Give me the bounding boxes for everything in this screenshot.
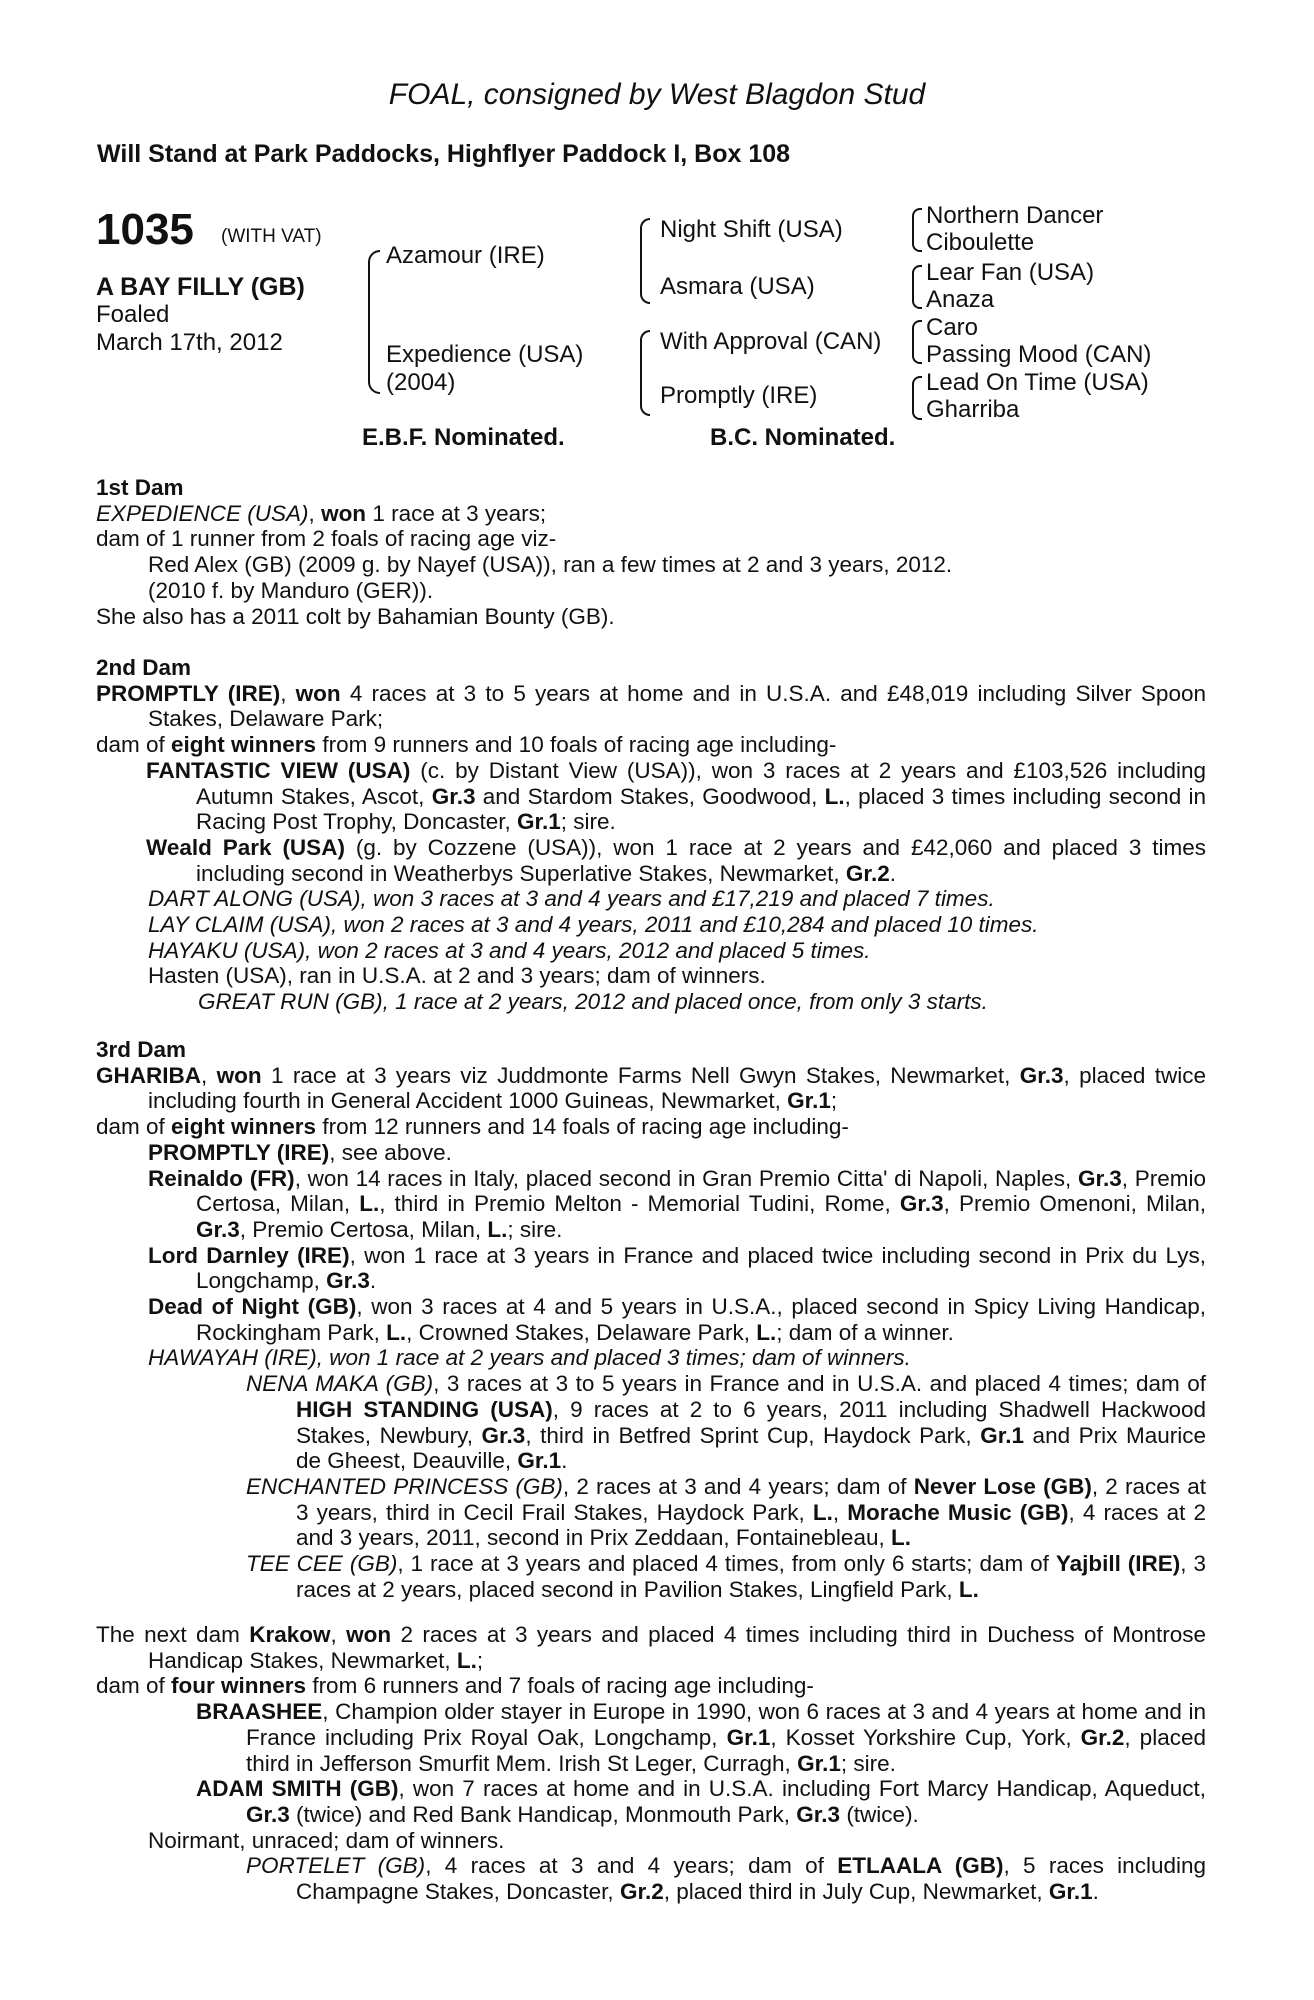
stand-location: Will Stand at Park Paddocks, Highflyer Paddock I, Box 108 [97,140,791,168]
lot-number: 1035 [96,205,194,254]
produce-entry: Hasten (USA), ran in U.S.A. at 2 and 3 years; dam of winners. [148,963,766,989]
ebf-nomination: E.B.F. Nominated. [362,424,565,451]
first-dam-produce-summary: dam of 1 runner from 2 foals of racing age viz- [96,526,557,552]
produce-entry: DART ALONG (USA), won 3 races at 3 and 4 years and £17,219 and placed 7 times. [148,886,995,912]
produce-entry: LAY CLAIM (USA), won 2 races at 3 and 4 years, 2011 and £10,284 and placed 10 times. [148,912,1039,938]
pedigree-gen3-ds-dam: Passing Mood (CAN) [926,341,1152,368]
grand-produce-entry: GREAT RUN (GB), 1 race at 2 years, 2012 and placed once, from only 3 starts. [198,989,988,1015]
pedigree-brace-gen3-2 [912,265,922,309]
pedigree-gen3-sd-sire: Lear Fan (USA) [926,259,1095,286]
third-dam-produce-summary: dam of eight winners from 12 runners and 14 foals of racing age including- [96,1114,849,1140]
pedigree-brace-gen3-1 [912,208,922,252]
third-dam-line: GHARIBA, won 1 race at 3 years viz Juddmonte Farms Nell Gwyn Stakes, Newmarket, Gr.3, placed twice including fourth in General Accident 1000 Guineas, Newmarket, Gr.1; [96,1062,1206,1114]
produce-entry: Reinaldo (FR), won 14 races in Italy, placed second in Gran Premio Citta' di Napoli, Naples, Gr.3, Premio Certosa, Milan, L., third in Premio Melton - Memorial Tudini, Rome, Gr.3, Premio Omenoni, Milan, Gr.3, Premio Certosa, Milan, L.; sire. [148,1165,1206,1242]
foaled-label: Foaled [96,301,170,328]
pedigree-sire-sire: Night Shift (USA) [660,216,843,243]
pedigree-brace-gen3-4 [912,376,922,420]
foaled-date: March 17th, 2012 [96,329,283,356]
pedigree-sire-dam: Asmara (USA) [660,273,815,300]
pedigree-dam: Expedience (USA) [386,341,584,368]
produce-entry: FANTASTIC VIEW (USA) (c. by Distant View (USA)), won 3 races at 2 years and £103,526 including Autumn Stakes, Ascot, Gr.3 and Stardom Stakes, Goodwood, L., placed 3 times including second in Racing Post Trophy, Doncaster, Gr.1; sire. [146,757,1207,835]
first-dam-line: EXPEDIENCE (USA), won 1 race at 3 years; [96,500,547,526]
pedigree-brace-gen2-top [640,218,650,304]
produce-entry: Red Alex (GB) (2009 g. by Nayef (USA)), ran a few times at 2 and 3 years, 2012. [148,552,953,578]
pedigree-sire: Azamour (IRE) [386,242,545,269]
produce-entry: BRAASHEE, Champion older stayer in Europe in 1990, won 6 races at 3 and 4 years at home and in France including Prix Royal Oak, Longchamp, Gr.1, Kosset Yorkshire Cup, York, Gr.2, placed third in Jefferson Smurfit Mem. Irish St Leger, Curragh, Gr.1; sire. [196,1699,1206,1776]
produce-entry: (2010 f. by Manduro (GER)). [148,577,434,603]
produce-entry: HAWAYAH (IRE), won 1 race at 2 years and placed 3 times; dam of winners. [148,1345,911,1371]
produce-entry: Noirmant, unraced; dam of winners. [148,1827,505,1853]
produce-entry: PROMPTLY (IRE), see above. [148,1139,452,1165]
next-dam-produce-summary: dam of four winners from 6 runners and 7 foals of racing age including- [96,1673,814,1699]
pedigree-dam-year: (2004) [386,369,456,396]
second-dam-section [96,655,1206,1015]
grand-produce-entry: TEE CEE (GB), 1 race at 3 years and placed 4 times, from only 6 starts; dam of Yajbill (IRE), 3 races at 2 years, placed second in Pavilion Stakes, Lingfield Park, L. [246,1551,1206,1602]
grand-produce-entry: NENA MAKA (GB), 3 races at 3 to 5 years in France and in U.S.A. and placed 4 times; dam of HIGH STANDING (USA), 9 races at 2 to 6 years, 2011 including Shadwell Hackwood Stakes, Newbury, Gr.3, third in Betfred Sprint Cup, Haydock Park, Gr.1 and Prix Maurice de Gheest, Deauville, Gr.1. [246,1371,1206,1474]
pedigree-gen3-dd-dam: Gharriba [926,396,1020,423]
third-dam-heading: 3rd Dam [96,1037,187,1062]
pedigree-dam-sire: With Approval (CAN) [660,328,882,355]
pedigree-gen3-dd-sire: Lead On Time (USA) [926,369,1149,396]
grand-produce-entry: PORTELET (GB), 4 races at 3 and 4 years; dam of ETLAALA (GB), 5 races including Champagne Stakes, Doncaster, Gr.2, placed third in July Cup, Newmarket, Gr.1. [246,1853,1206,1905]
grand-produce-entry: ENCHANTED PRINCESS (GB), 2 races at 3 and 4 years; dam of Never Lose (GB), 2 races at 3 years, third in Cecil Frail Stakes, Haydock Park, L., Morache Music (GB), 4 races at 2 and 3 years, 2011, second in Prix Zeddaan, Fontainebleau, L. [246,1473,1206,1551]
first-dam-heading: 1st Dam [96,475,184,500]
pedigree-brace-gen2-bottom [640,330,650,416]
pedigree-brace-gen3-3 [912,320,922,364]
second-dam-heading: 2nd Dam [96,655,192,680]
next-dam-line: The next dam Krakow, won 2 races at 3 years and placed 4 times including third in Duchess of Montrose Handicap Stakes, Newmarket, L.; [96,1622,1206,1673]
horse-name: A BAY FILLY (GB) [96,273,305,301]
produce-entry: Weald Park (USA) (g. by Cozzene (USA)), won 1 race at 2 years and £42,060 and placed 3 times including second in Weatherbys Superlative Stakes, Newmarket, Gr.2. [146,834,1206,886]
second-dam-produce-summary: dam of eight winners from 9 runners and 10 foals of racing age including- [96,732,837,758]
lot-vat-note: (WITH VAT) [221,226,322,247]
bc-nomination: B.C. Nominated. [710,424,896,451]
first-dam-note: She also has a 2011 colt by Bahamian Bounty (GB). [96,603,615,629]
produce-entry: ADAM SMITH (GB), won 7 races at home and in U.S.A. including Fort Marcy Handicap, Aqueduct, Gr.3 (twice) and Red Bank Handicap, Monmouth Park, Gr.3 (twice). [196,1776,1206,1827]
consignor-line: FOAL, consigned by West Blagdon Stud [388,78,926,111]
pedigree-dam-dam: Promptly (IRE) [660,382,818,409]
first-dam-section [96,475,1206,629]
produce-entry: HAYAKU (USA), won 2 races at 3 and 4 years, 2012 and placed 5 times. [148,937,871,963]
pedigree-gen3-ss-sire: Northern Dancer [926,202,1104,229]
pedigree-brace-gen1 [368,250,380,394]
produce-entry: Dead of Night (GB), won 3 races at 4 and 5 years in U.S.A., placed second in Spicy Living Handicap, Rockingham Park, L., Crowned Stakes, Delaware Park, L.; dam of a winner. [148,1294,1206,1345]
pedigree-gen3-ss-dam: Ciboulette [926,229,1035,256]
second-dam-line: PROMPTLY (IRE), won 4 races at 3 to 5 years at home and in U.S.A. and £48,019 including Silver Spoon Stakes, Delaware Park; [96,680,1206,732]
produce-entry: Lord Darnley (IRE), won 1 race at 3 years in France and placed twice including second in Prix du Lys, Longchamp, Gr.3. [148,1242,1206,1294]
next-dam-section [96,1622,1206,1905]
third-dam-section [96,1037,1206,1602]
pedigree-gen3-sd-dam: Anaza [926,286,995,313]
pedigree-gen3-ds-sire: Caro [926,314,979,341]
